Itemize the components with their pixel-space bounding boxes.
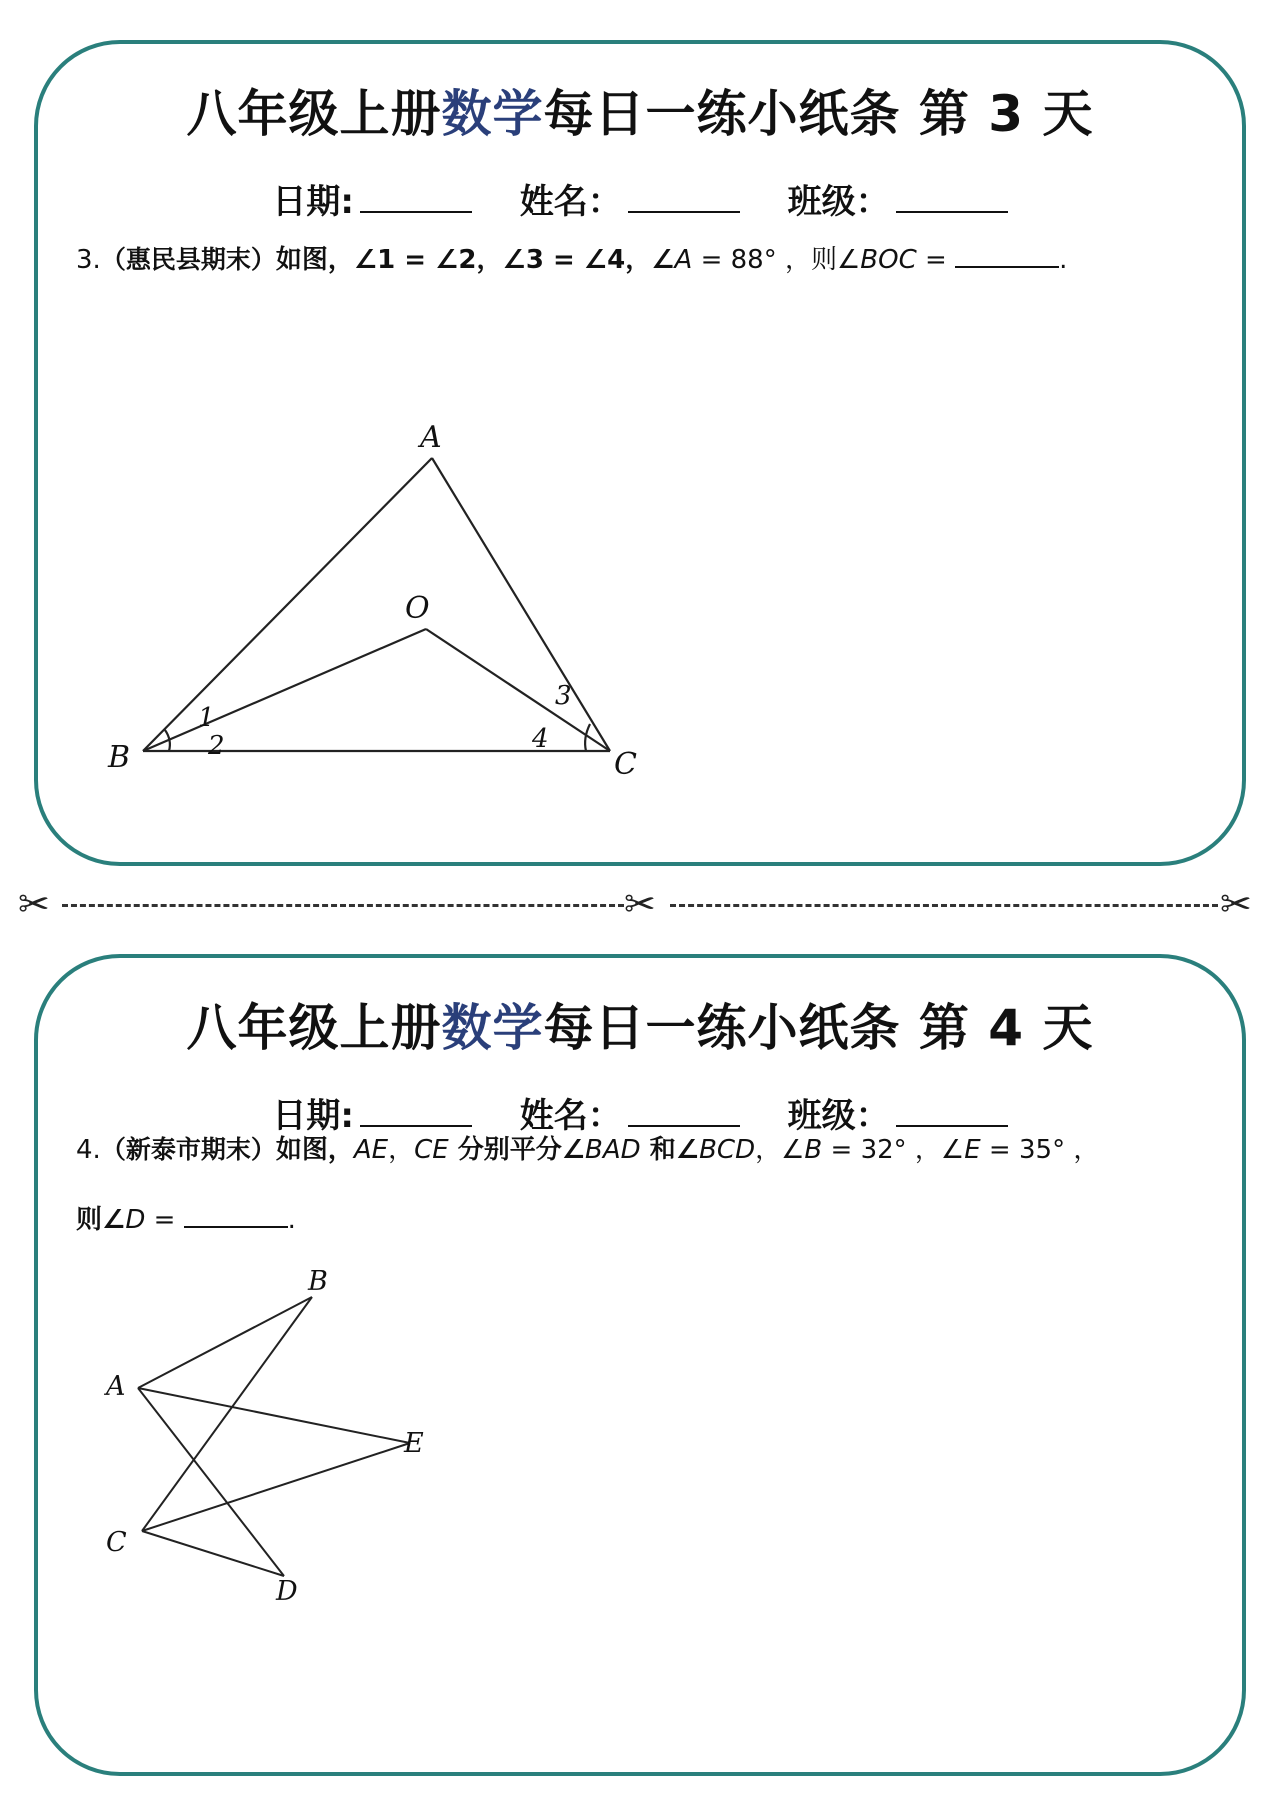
worksheet-card-day-4: [34, 954, 1246, 1776]
question-source: （新泰市期末）: [100, 1135, 276, 1164]
date-blank[interactable]: [360, 181, 472, 213]
class-label: 班级：: [787, 1096, 890, 1136]
segment-ac: [432, 458, 610, 751]
triangle-figure: [68, 404, 728, 784]
card-title: [38, 74, 1242, 146]
class-blank[interactable]: [896, 181, 1008, 213]
label-b: B: [108, 740, 131, 775]
question-number: 3.: [76, 245, 101, 275]
question-text: 分别平分∠: [448, 1135, 586, 1165]
class-field[interactable]: [788, 174, 1008, 223]
label-c: C: [614, 747, 637, 782]
var-e: E: [964, 1135, 981, 1165]
label-a: A: [420, 420, 442, 455]
student-info-row: [38, 174, 1242, 223]
scissors-icon: ✂: [1220, 882, 1252, 926]
answer-blank[interactable]: [184, 1202, 288, 1228]
question-text: 和∠: [640, 1135, 700, 1165]
date-label: 日期:: [272, 1096, 354, 1136]
date-field[interactable]: [272, 1088, 472, 1137]
dashed-line: [62, 904, 624, 907]
name-label: 姓名：: [519, 182, 622, 222]
label-e: E: [404, 1428, 424, 1459]
title-suffix: 每日一练小纸条 第 4 天: [543, 999, 1094, 1057]
date-label: 日期:: [272, 182, 354, 222]
segment-ae: [138, 1388, 410, 1443]
class-field[interactable]: [788, 1088, 1008, 1137]
question-number: 4.: [76, 1135, 101, 1165]
crossing-lines-figure: [88, 1266, 508, 1658]
label-a: A: [106, 1371, 126, 1402]
question-text: ，∠: [755, 1135, 805, 1165]
scissors-icon: ✂: [624, 882, 656, 926]
date-field[interactable]: [272, 174, 472, 223]
cut-line: [18, 882, 1262, 928]
var-d: D: [125, 1205, 146, 1235]
question-4: [76, 1134, 1212, 1168]
question-text: = 35° ，: [980, 1135, 1100, 1165]
title-prefix: 八年级上册: [186, 999, 442, 1057]
segment-bo: [143, 629, 426, 751]
segment-ab: [143, 458, 432, 751]
title-subject: 数学: [441, 999, 544, 1057]
name-field[interactable]: [520, 1088, 740, 1137]
question-text: 如图，∠1 = ∠2，∠3 = ∠4，∠: [275, 245, 675, 275]
name-blank[interactable]: [628, 181, 740, 213]
var-bad: BAD: [585, 1135, 641, 1165]
question-text: = 32° ，∠: [822, 1135, 965, 1165]
class-blank[interactable]: [896, 1095, 1008, 1127]
segment-bc: [142, 1297, 312, 1531]
label-o: O: [405, 591, 430, 626]
question-text: = 88° ，则∠: [692, 245, 861, 275]
var-ce: CE: [414, 1135, 449, 1165]
question-text: 如图，: [275, 1135, 354, 1165]
answer-blank[interactable]: [955, 242, 1059, 268]
card-title: [38, 988, 1242, 1060]
name-field[interactable]: [520, 174, 740, 223]
segment-ce: [142, 1443, 410, 1531]
title-subject: 数学: [441, 85, 544, 143]
segment-cd: [142, 1531, 284, 1576]
label-angle-2: 2: [208, 731, 225, 761]
var-b: B: [804, 1135, 823, 1165]
var-boc: BOC: [860, 245, 917, 275]
title-prefix: 八年级上册: [186, 85, 442, 143]
title-suffix: 每日一练小纸条 第 3 天: [543, 85, 1094, 143]
student-info-row: [38, 1088, 1242, 1137]
question-3: [76, 242, 1212, 278]
segment-co: [426, 629, 610, 751]
dashed-line: [670, 904, 1218, 907]
segment-ad: [138, 1388, 284, 1576]
label-angle-1: 1: [198, 703, 215, 733]
var-a: A: [674, 245, 693, 275]
question-text: =: [145, 1205, 184, 1235]
question-text: 则∠: [76, 1205, 126, 1235]
var-bcd: BCD: [699, 1135, 756, 1165]
question-4-line-2: [76, 1202, 1212, 1238]
question-text: ，: [388, 1135, 415, 1165]
question-end: .: [1059, 245, 1068, 275]
label-angle-4: 4: [532, 724, 549, 754]
name-label: 姓名：: [519, 1096, 622, 1136]
date-blank[interactable]: [360, 1095, 472, 1127]
class-label: 班级：: [787, 182, 890, 222]
label-angle-3: 3: [555, 681, 572, 711]
var-ae: AE: [353, 1135, 389, 1165]
label-b: B: [308, 1266, 328, 1297]
segment-ab: [138, 1297, 312, 1388]
name-blank[interactable]: [628, 1095, 740, 1127]
scissors-icon: ✂: [18, 882, 50, 926]
question-end: .: [287, 1205, 296, 1235]
question-text: =: [916, 245, 956, 275]
label-c: C: [106, 1527, 127, 1558]
worksheet-card-day-3: [34, 40, 1246, 866]
question-source: （惠民县期末）: [100, 245, 276, 274]
label-d: D: [276, 1576, 298, 1607]
